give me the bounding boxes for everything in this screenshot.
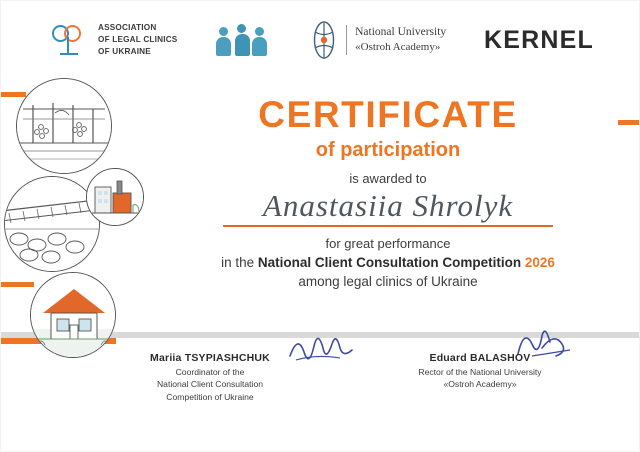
plant-factory-medallion <box>86 168 144 226</box>
signature-role-line-2: «Ostroh Academy» <box>443 379 517 390</box>
three-people-icon <box>215 23 271 57</box>
signature-name: Eduard BALASHOV <box>429 352 531 364</box>
vineyard-medallion <box>16 78 112 174</box>
signature-role <box>110 366 310 403</box>
recipient-underline <box>223 225 553 226</box>
recipient-name: Anastasiia Shrolyk <box>262 187 514 223</box>
university-name-line-2: «Ostroh Academy» <box>355 41 441 54</box>
competition-year: 2026 <box>524 254 555 270</box>
orange-accent-bar-left-top <box>0 92 26 97</box>
ostroh-academy-emblem-icon <box>309 21 339 59</box>
certificate-title: CERTIFICATE <box>258 94 518 135</box>
university-name-line-1: National University <box>355 25 447 38</box>
association-of-legal-clinics-logo <box>52 22 177 58</box>
orange-accent-bar-left-mid <box>0 282 34 287</box>
alc-monogram-icon <box>52 23 90 57</box>
house-medallion <box>30 272 116 358</box>
plant-factory-illustration-icon <box>87 169 144 226</box>
alc-line-1: ASSOCIATION <box>98 23 157 33</box>
among-text: among legal clinics of Ukraine <box>298 273 478 289</box>
vineyard-illustration-icon <box>17 79 112 174</box>
signature-role-line-1: Coordinator of the <box>175 367 245 377</box>
signature-rector <box>380 352 580 403</box>
competition-name: National Client Consultation Competition <box>257 254 522 270</box>
alc-logo-text <box>98 22 177 58</box>
signature-role <box>380 366 580 391</box>
header-logos <box>0 14 640 66</box>
competition-prefix: in the <box>221 254 258 270</box>
house-illustration-icon <box>31 273 116 358</box>
signature-role-line-3: Competition of Ukraine <box>166 391 254 402</box>
signature-name: Mariia TSYPIASHCHUK <box>150 352 270 364</box>
logo-divider <box>346 25 347 55</box>
certificate-body <box>150 96 626 289</box>
signature-role-line-1: Rector of the National University <box>418 367 542 377</box>
alc-line-2: OF LEGAL CLINICS <box>98 35 178 45</box>
performance-text: for great performance <box>325 235 451 251</box>
university-name <box>355 25 446 55</box>
alc-line-3: OF UKRAINE <box>98 46 151 56</box>
signature-block <box>110 352 580 403</box>
awarded-to-label: is awarded to <box>349 170 427 186</box>
ostroh-academy-logo <box>309 21 446 59</box>
competition-line <box>150 255 626 270</box>
signature-coordinator <box>110 352 310 403</box>
kernel-logo: KERNEL <box>483 25 594 54</box>
certificate-subtitle: of participation <box>315 138 461 161</box>
signature-role-line-2: National Client Consultation <box>156 379 264 390</box>
